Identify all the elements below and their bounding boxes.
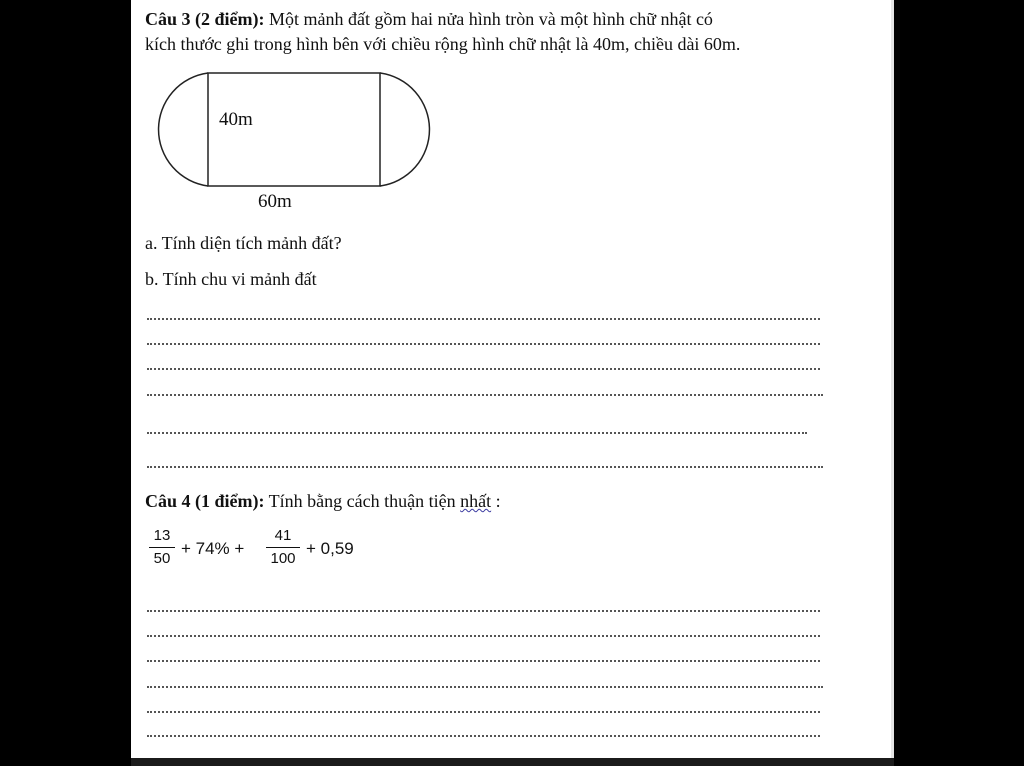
answer-line bbox=[147, 318, 820, 320]
q3-part-b: b. Tính chu vi mảnh đất bbox=[145, 269, 317, 289]
answer-line bbox=[147, 432, 807, 434]
answer-line bbox=[147, 660, 820, 662]
length-label: 60m bbox=[258, 191, 292, 212]
fraction-41-100 bbox=[266, 527, 300, 568]
fraction-denominator: 50 bbox=[153, 550, 171, 567]
q3-heading: Câu 3 (2 điểm): bbox=[145, 9, 265, 29]
width-label: 40m bbox=[219, 109, 253, 130]
answer-line bbox=[147, 466, 823, 468]
answer-line bbox=[147, 610, 820, 612]
fraction-bar bbox=[266, 547, 300, 548]
q3-part-a: a. Tính diện tích mảnh đất? bbox=[145, 233, 342, 253]
q4-line bbox=[145, 490, 501, 512]
expression-op2: + 0,59 bbox=[306, 539, 354, 558]
land-figure bbox=[145, 68, 445, 192]
answer-line bbox=[147, 635, 820, 637]
bottom-bar bbox=[131, 758, 894, 766]
answer-line bbox=[147, 711, 820, 713]
page-edge bbox=[891, 0, 894, 758]
q3-text-line1: Một mảnh đất gồm hai nửa hình tròn và một hình chữ nhật có bbox=[264, 9, 713, 29]
fraction-denominator: 100 bbox=[270, 550, 296, 567]
answer-line bbox=[147, 686, 823, 688]
fraction-13-50 bbox=[149, 527, 175, 568]
answer-line bbox=[147, 735, 820, 737]
left-semicircle bbox=[159, 73, 208, 186]
fraction-numerator: 13 bbox=[153, 527, 171, 544]
q4-heading: Câu 4 (1 điểm): bbox=[145, 491, 265, 511]
right-semicircle bbox=[380, 73, 429, 186]
q4-text-underlined: nhất bbox=[460, 491, 492, 511]
worksheet-page bbox=[131, 0, 891, 758]
fraction-bar bbox=[149, 547, 175, 548]
fraction-numerator: 41 bbox=[274, 527, 292, 544]
expression-op1: + 74% + bbox=[181, 539, 245, 558]
answer-line bbox=[147, 394, 823, 396]
q4-text: Tính bằng cách thuận tiện bbox=[264, 491, 461, 511]
q3-text-line2: kích thước ghi trong hình bên với chiều rộng hình chữ nhật là 40m, chiều dài 60m. bbox=[145, 34, 741, 54]
q4-text-end: : bbox=[491, 491, 501, 511]
answer-line bbox=[147, 368, 820, 370]
q3-line1 bbox=[145, 8, 713, 30]
answer-line bbox=[147, 343, 820, 345]
